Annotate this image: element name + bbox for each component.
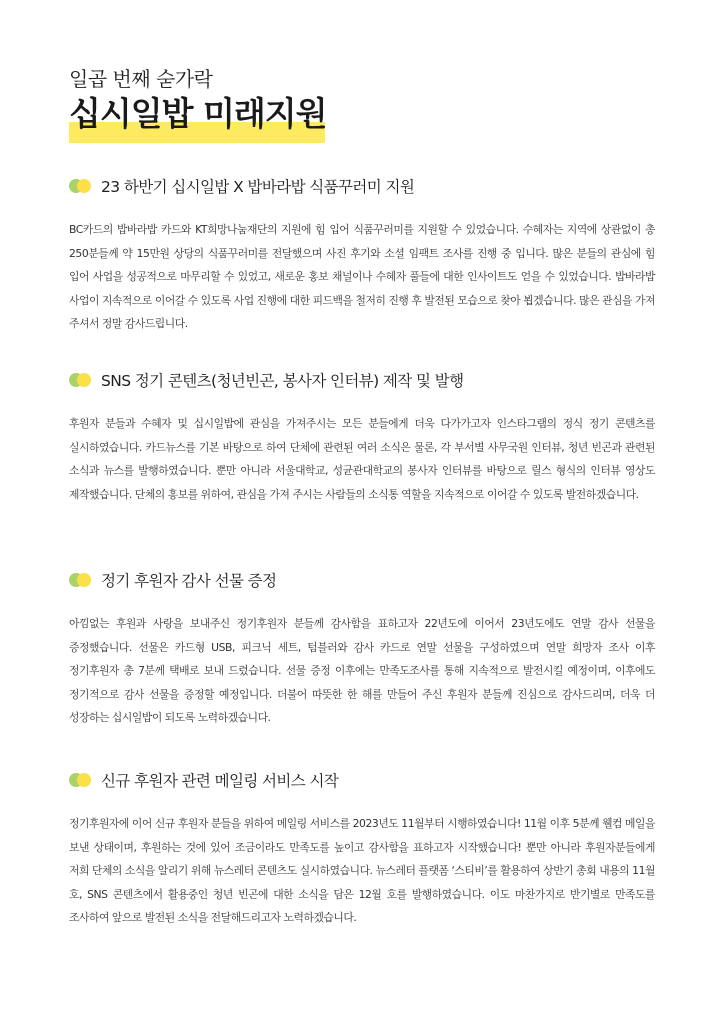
section-mailing-service: [69, 766, 655, 930]
page-title: 십시일밥 미래지원: [69, 94, 327, 133]
section-sns-content: [69, 366, 655, 506]
page-title-wrap: [69, 92, 327, 144]
section-heading: [69, 766, 655, 794]
dot-bullet-icon: [69, 573, 91, 587]
section-title: 신규 후원자 관련 메일링 서비스 시작: [101, 772, 339, 790]
section-heading: [69, 366, 655, 394]
dot-bullet-icon: [69, 373, 91, 387]
section-title: 23 하반기 십시일밥 X 밥바라밥 식품꾸러미 지원: [101, 178, 415, 196]
section-title: SNS 정기 콘텐츠(청년빈곤, 봉사자 인터뷰) 제작 및 발행: [101, 372, 464, 390]
section-body: 아낌없는 후원과 사랑을 보내주신 정기후원자 분들께 감사함을 표하고자 22년도에 이어서 23년도에도 연말 감사 선물을 증정했습니다. 선물은 카드형 USB, 피크닉 세트, 텀블러와 감사 카드로 연말 선물을 구성하였으며 연말 희망자 조사 이후 정기후원자 총 7분께 택배로 보내 드렸습니다. 선물 증정 이후에는 만족도조사를 통해 지속적으로 발전시킬 예정이며, 이후에도 정기적으로 감사 선물을 증정할 예정입니다. 더불어 따뜻한 한 해를 만들어 주신 후원자 분들께 진심으로 감사드리며, 더욱 더 성장하는 십시일밥이 되도록 노력하겠습니다.: [69, 617, 655, 724]
section-body: 정기후원자에 이어 신규 후원자 분들을 위하여 메일링 서비스를 2023년도 11월부터 시행하였습니다! 11월 이후 5분께 웰컴 메일을 보낸 상태이며, 후원하는 것에 있어 조금이라도 만족도를 높이고 감사함을 표하고자 시작했습니다! 뿐만 아니라 후원자분들에게 저희 단체의 소식을 알리기 위해 뉴스레터 콘텐츠도 실시하였습니다. 뉴스레터 플랫폼 ‘스티비’를 활용하여 상반기 총회 내용의 11월 호, SNS 콘텐츠에서 활용중인 청년 빈곤에 대한 소식을 담은 12월 호를 발행하였습니다. 이도 마찬가지로 반기별로 만족도를 조사하여 앞으로 발전된 소식을 전달해드리고자 노력하겠습니다.: [69, 817, 655, 924]
section-donor-gift: [69, 566, 655, 730]
section-title: 정기 후원자 감사 선물 증정: [101, 572, 277, 590]
section-heading: [69, 172, 655, 200]
section-food-package: [69, 172, 655, 336]
section-body: 후원자 분들과 수혜자 및 십시일밥에 관심을 가져주시는 모든 분들에게 더욱 다가가고자 인스타그램의 정식 정기 콘텐츠를 실시하였습니다. 카드뉴스를 기본 바탕으로 하여 단체에 관련된 여러 소식은 물론, 각 부서별 사무국원 인터뷰, 청년 빈곤과 관련된 소식과 뉴스를 발행하였습니다. 뿐만 아니라 서울대학교, 성균관대학교의 봉사자 인터뷰를 바탕으로 릴스 형식의 인터뷰 영상도 제작했습니다. 단체의 홍보를 위하여, 관심을 가져 주시는 사람들의 소식통 역할을 지속적으로 이어갈 수 있도록 발전하겠습니다.: [69, 417, 655, 501]
chapter-kicker: 일곱 번째 숟가락: [69, 67, 213, 91]
section-heading: [69, 566, 655, 594]
dot-bullet-icon: [69, 773, 91, 787]
dot-bullet-icon: [69, 179, 91, 193]
section-body: BC카드의 밥바라밥 카드와 KT희망나눔재단의 지원에 힘 입어 식품꾸러미를 지원할 수 있었습니다. 수혜자는 지역에 상관없이 총 250분들께 약 15만원 상당의 식품꾸러미를 전달했으며 사진 후기와 소셜 임팩트 조사를 진행 중 입니다. 많은 분들의 관심에 힘 입어 사업을 성공적으로 마무리할 수 있었고, 새로운 홍보 채널이나 수혜자 풀들에 대한 인사이트도 얻을 수 있었습니다. 밥바라밥 사업이 지속적으로 이어갈 수 있도록 사업 진행에 대한 피드백을 철저히 진행 후 발전된 모습으로 찾아 뵙겠습니다. 많은 관심을 가져 주셔서 정말 감사드립니다.: [69, 223, 655, 330]
